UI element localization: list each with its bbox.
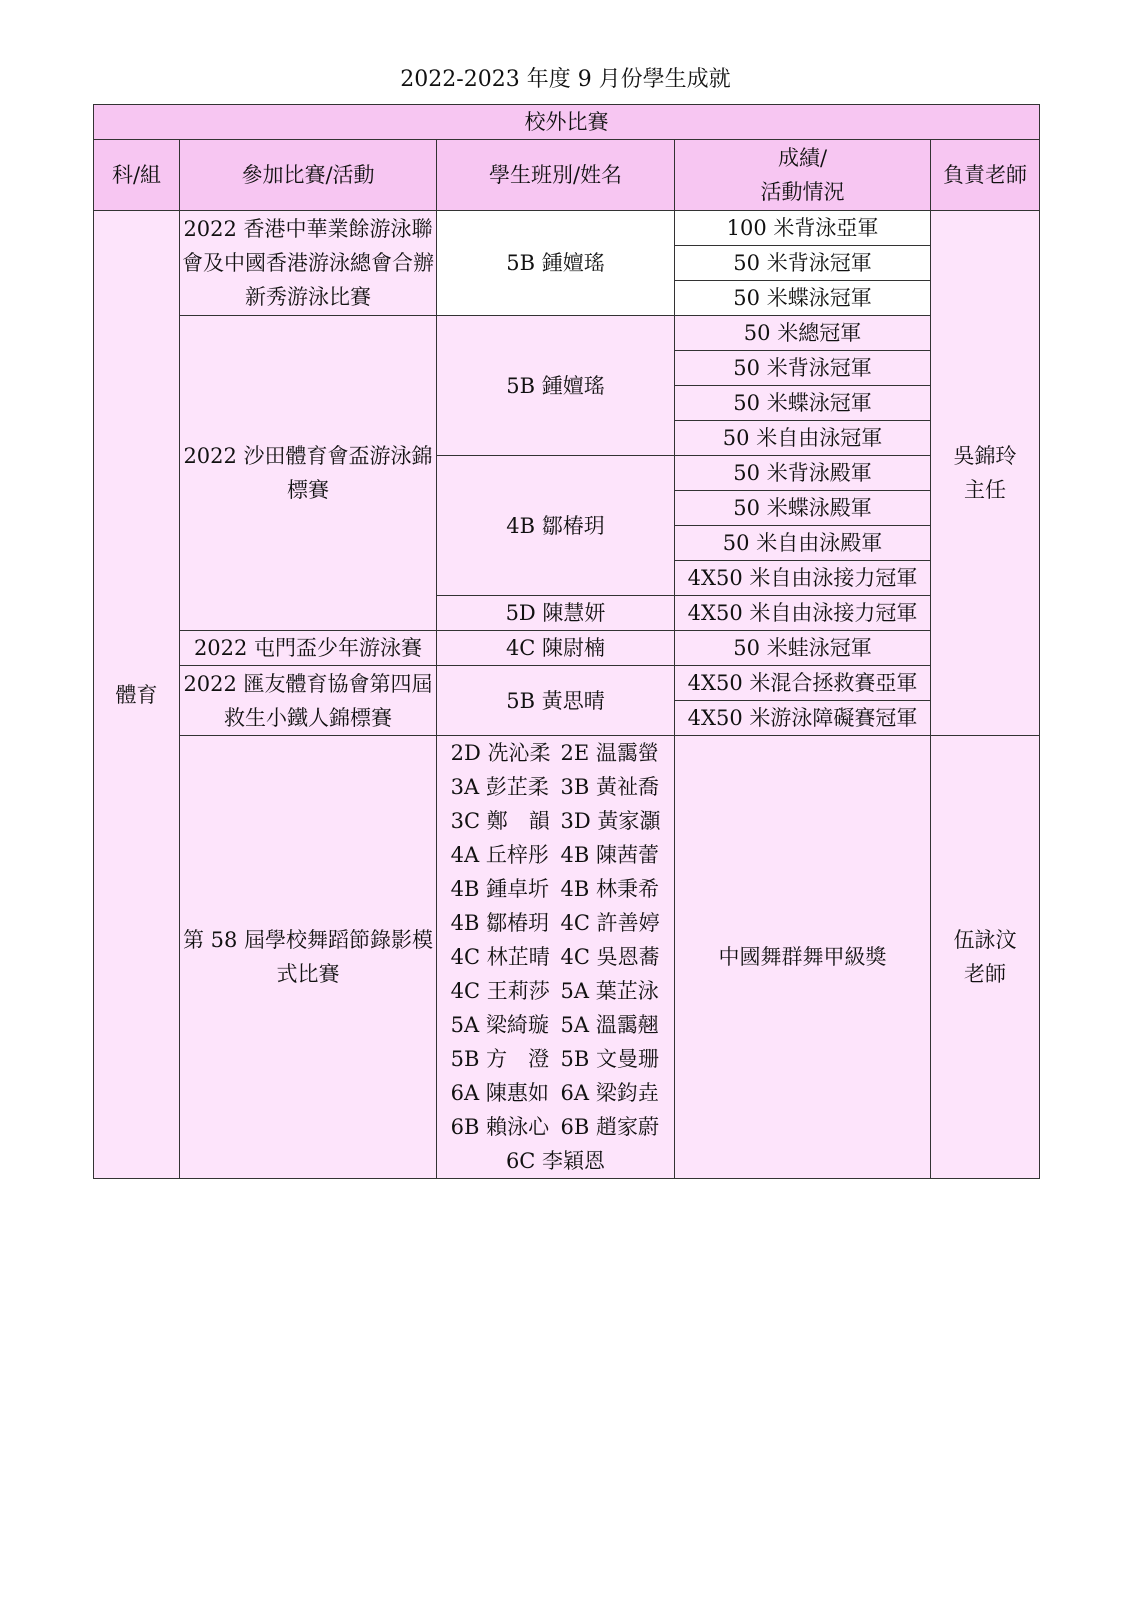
header-result-line2: 活動情況 [760, 180, 845, 204]
student-name: 6B 趙家蔚 [560, 1115, 659, 1139]
competition-cell: 2022 屯門盃少年游泳賽 [180, 631, 437, 666]
student-cell: 5D 陳慧妍 [437, 596, 675, 631]
result-cell: 50 米自由泳殿軍 [675, 526, 931, 561]
student-name: 5A 梁綺璇 [450, 1013, 549, 1037]
student-cell: 5B 鍾嬗瑤 [437, 211, 675, 316]
student-name: 4C 王莉莎 [450, 979, 550, 1003]
student-name: 4B 陳茜蕾 [560, 843, 659, 867]
achievement-table [93, 104, 1040, 1179]
dance-students-cell [437, 736, 675, 1179]
student-name: 3D 黃家灝 [560, 809, 661, 833]
student-name: 4C 林芷晴 [450, 945, 550, 969]
header-result [675, 140, 931, 211]
column-header-row [94, 140, 1040, 211]
result-cell: 100 米背泳亞軍 [675, 211, 931, 246]
result-cell: 4X50 米混合拯救賽亞軍 [675, 666, 931, 701]
student-name: 5B 文曼珊 [560, 1047, 659, 1071]
student-cell: 4B 鄒椿玥 [437, 456, 675, 596]
student-name: 5B 方 澄 [450, 1047, 550, 1071]
result-cell: 4X50 米游泳障礙賽冠軍 [675, 701, 931, 736]
student-name: 5A 葉芷泳 [560, 979, 659, 1003]
student-name: 4C 吳恩蕎 [560, 945, 660, 969]
student-name: 3B 黃祉喬 [560, 775, 659, 799]
result-cell: 50 米蝶泳殿軍 [675, 491, 931, 526]
student-name: 6A 梁鈞垚 [560, 1081, 659, 1105]
header-result-line1: 成績/ [777, 146, 828, 170]
result-cell: 4X50 米自由泳接力冠軍 [675, 561, 931, 596]
table-row [94, 666, 1040, 701]
result-cell: 50 米蛙泳冠軍 [675, 631, 931, 666]
competition-cell: 2022 沙田體育會盃游泳錦標賽 [180, 316, 437, 631]
student-name: 6C 李穎恩 [505, 1149, 606, 1173]
teacher-name: 吳錦玲 [953, 444, 1017, 468]
student-name: 4B 鄒椿玥 [450, 911, 550, 935]
teacher-cell [931, 211, 1040, 736]
result-cell: 4X50 米自由泳接力冠軍 [675, 596, 931, 631]
page-title: 2022-2023 年度 9 月份學生成就 [400, 67, 731, 92]
result-cell: 50 米背泳冠軍 [675, 351, 931, 386]
student-cell: 5B 黃思晴 [437, 666, 675, 736]
student-name: 2E 温靄螢 [560, 741, 659, 765]
competition-cell: 2022 香港中華業餘游泳聯會及中國香港游泳總會合辦新秀游泳比賽 [180, 211, 437, 316]
teacher-title: 主任 [964, 478, 1006, 502]
header-teacher: 負責老師 [931, 140, 1040, 211]
result-cell: 50 米自由泳冠軍 [675, 421, 931, 456]
header-student: 學生班別/姓名 [437, 140, 675, 211]
competition-cell: 第 58 屆學校舞蹈節錄影模式比賽 [180, 736, 437, 1179]
student-name-list [439, 736, 672, 1178]
subject-cell: 體育 [94, 211, 180, 1179]
student-name: 3C 鄭 韻 [450, 809, 550, 833]
result-cell: 50 米蝶泳冠軍 [675, 386, 931, 421]
table-row [94, 736, 1040, 1179]
student-name: 4B 鍾卓圻 [450, 877, 550, 901]
result-cell: 50 米總冠軍 [675, 316, 931, 351]
teacher-name: 伍詠汶 [953, 928, 1017, 952]
student-cell: 4C 陳尉楠 [437, 631, 675, 666]
student-name: 3A 彭芷柔 [450, 775, 549, 799]
student-name: 4A 丘梓彤 [450, 843, 549, 867]
student-name: 6A 陳惠如 [450, 1081, 549, 1105]
teacher-cell [931, 736, 1040, 1179]
result-cell: 50 米背泳殿軍 [675, 456, 931, 491]
result-cell: 50 米蝶泳冠軍 [675, 281, 931, 316]
result-cell: 50 米背泳冠軍 [675, 246, 931, 281]
teacher-title: 老師 [964, 962, 1006, 986]
student-name: 2D 冼沁柔 [450, 741, 551, 765]
student-name: 4C 許善婷 [560, 911, 660, 935]
table-row [94, 631, 1040, 666]
header-subject: 科/組 [94, 140, 180, 211]
result-cell: 中國舞群舞甲級獎 [675, 736, 931, 1179]
table-row [94, 211, 1040, 246]
competition-cell: 2022 匯友體育協會第四屆救生小鐵人錦標賽 [180, 666, 437, 736]
student-name: 4B 林秉希 [560, 877, 659, 901]
student-name: 6B 賴泳心 [450, 1115, 550, 1139]
section-header: 校外比賽 [94, 105, 1040, 140]
header-competition: 參加比賽/活動 [180, 140, 437, 211]
student-cell: 5B 鍾嬗瑤 [437, 316, 675, 456]
table-row [94, 316, 1040, 351]
student-name: 5A 溫靄翹 [560, 1013, 659, 1037]
